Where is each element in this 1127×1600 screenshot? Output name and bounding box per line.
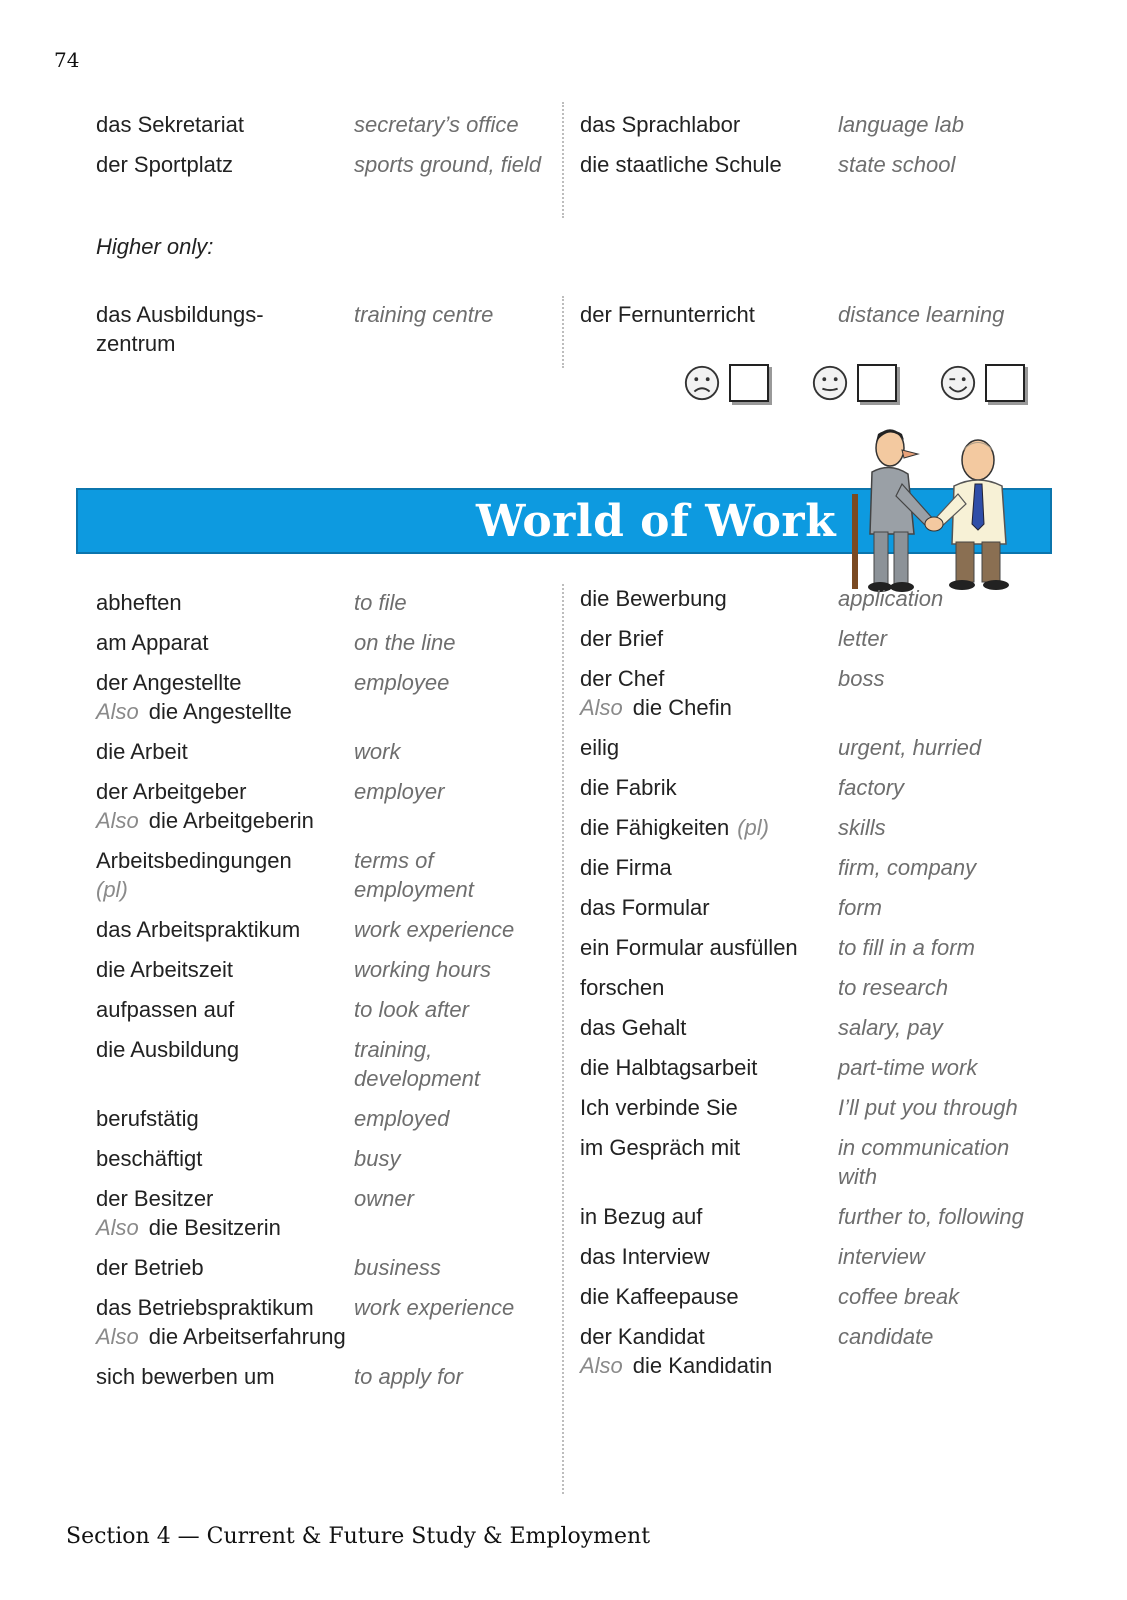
german-term: das Arbeitspraktikum — [96, 917, 301, 942]
sad-rating — [683, 364, 769, 402]
vocab-entry — [96, 1144, 542, 1173]
self-assessment-row — [683, 364, 1067, 402]
column-divider — [562, 102, 564, 218]
vocab-entry — [96, 1035, 542, 1093]
vocab-entry — [580, 1013, 1040, 1042]
english-term: firm, company — [838, 855, 977, 880]
vocab-entry — [580, 933, 1040, 962]
vocab-entry — [580, 1282, 1040, 1311]
english-term: part-time work — [838, 1055, 978, 1080]
vocab-entry — [96, 995, 542, 1024]
english-term: in communication with — [838, 1135, 1010, 1189]
page-number: 74 — [54, 48, 80, 72]
german-term: beschäftigt — [96, 1146, 203, 1171]
english-term: factory — [838, 775, 905, 800]
english-term: terms of employment — [354, 848, 474, 902]
english-term: candidate — [838, 1324, 934, 1349]
english-term: letter — [838, 626, 887, 651]
vocab-entry — [580, 150, 1040, 179]
german-term: abheften — [96, 590, 182, 615]
german-term: ein Formular ausfüllen — [580, 935, 798, 960]
vocab-entry — [96, 110, 542, 139]
vocab-entry — [580, 110, 1040, 139]
english-term: language lab — [838, 112, 965, 137]
german-term: das Interview — [580, 1244, 710, 1269]
english-term: owner — [354, 1186, 414, 1211]
english-term: skills — [838, 815, 886, 840]
german-term: der Besitzer — [96, 1186, 214, 1211]
vocab-entry — [96, 955, 542, 984]
german-term: die Firma — [580, 855, 672, 880]
also-label: Also — [96, 1215, 139, 1240]
german-term: der Kandidat — [580, 1324, 705, 1349]
german-term: der Fernunterricht — [580, 302, 755, 327]
top-right-column — [580, 110, 1040, 190]
english-term: work — [354, 739, 401, 764]
vocab-entry — [580, 733, 1040, 762]
vocab-entry — [580, 664, 1040, 722]
sad-face-icon — [683, 364, 721, 402]
english-term: to file — [354, 590, 407, 615]
higher-right-column — [580, 300, 1040, 340]
vocab-entry — [580, 893, 1040, 922]
vocab-entry — [580, 1093, 1040, 1122]
german-term: das Formular — [580, 895, 710, 920]
german-term: aufpassen auf — [96, 997, 235, 1022]
vocab-entry — [580, 1202, 1040, 1231]
work-left-column — [96, 588, 542, 1402]
german-term: das Sprachlabor — [580, 112, 741, 137]
english-term: busy — [354, 1146, 401, 1171]
german-term: der Betrieb — [96, 1255, 204, 1280]
german-term: in Bezug auf — [580, 1204, 703, 1229]
german-term: die Bewerbung — [580, 586, 727, 611]
vocab-entry — [96, 846, 542, 904]
happy-rating — [939, 364, 1025, 402]
also-label: Also — [96, 699, 139, 724]
english-term: application — [838, 586, 944, 611]
german-term: die staatliche Schule — [580, 152, 782, 177]
vocab-entry — [580, 1133, 1040, 1191]
also-label: Also — [580, 695, 623, 720]
german-term: am Apparat — [96, 630, 209, 655]
german-term: eilig — [580, 735, 620, 760]
plural-marker: (pl) — [737, 815, 769, 840]
english-term: on the line — [354, 630, 456, 655]
vocab-entry — [96, 1253, 542, 1282]
german-term: die Halbtagsarbeit — [580, 1055, 758, 1080]
german-term: die Fähigkeiten — [580, 815, 730, 840]
english-term: form — [838, 895, 882, 920]
vocab-entry — [96, 737, 542, 766]
sad-tickbox[interactable] — [729, 364, 769, 402]
vocab-entry — [580, 1322, 1040, 1380]
german-term: das Sekretariat — [96, 112, 244, 137]
vocab-entry — [580, 813, 1040, 842]
german-alt-term: die Angestellte — [148, 699, 292, 724]
vocab-entry — [580, 624, 1040, 653]
vocab-entry — [580, 773, 1040, 802]
vocab-entry — [96, 300, 542, 358]
english-term: working hours — [354, 957, 491, 982]
german-term: Ich verbinde Sie — [580, 1095, 738, 1120]
english-term: employee — [354, 670, 450, 695]
english-term: sports ground, field — [354, 152, 542, 177]
higher-only-label: Higher only: — [96, 234, 214, 259]
also-label: Also — [96, 1324, 139, 1349]
german-term: die Ausbildung — [96, 1037, 240, 1062]
vocab-entry — [96, 915, 542, 944]
column-divider — [562, 584, 564, 1494]
column-divider — [562, 296, 564, 368]
vocab-entry — [96, 588, 542, 617]
german-term: der Chef — [580, 666, 665, 691]
vocab-entry — [580, 1242, 1040, 1271]
vocab-entry — [580, 300, 1040, 329]
vocab-entry — [96, 628, 542, 657]
german-term: das Gehalt — [580, 1015, 687, 1040]
also-label: Also — [580, 1353, 623, 1378]
german-term: berufstätig — [96, 1106, 199, 1131]
vocab-entry — [580, 584, 1040, 613]
vocab-entry — [96, 777, 542, 835]
higher-left-column — [96, 300, 542, 369]
vocab-entry — [96, 1184, 542, 1242]
german-term: sich bewerben um — [96, 1364, 275, 1389]
work-right-column — [580, 584, 1040, 1391]
vocab-entry — [580, 853, 1040, 882]
german-alt-term: die Arbeitgeberin — [148, 808, 314, 833]
english-term: to fill in a form — [838, 935, 975, 960]
german-term: der Angestellte — [96, 670, 242, 695]
german-term: die Arbeitszeit — [96, 957, 233, 982]
vocab-entry — [96, 668, 542, 726]
section-footer: Section 4 — Current & Future Study & Employment — [66, 1524, 651, 1549]
german-alt-term: die Kandidatin — [632, 1353, 773, 1378]
german-alt-term: die Arbeitserfahrung — [148, 1324, 346, 1349]
english-term: work experience — [354, 1295, 515, 1320]
german-term: das Betriebspraktikum — [96, 1295, 314, 1320]
vocab-entry — [96, 150, 542, 179]
english-term: further to, following — [838, 1204, 1024, 1229]
german-term: der Arbeitgeber — [96, 779, 247, 804]
german-alt-term: die Chefin — [632, 695, 732, 720]
plural-marker: (pl) — [96, 877, 128, 902]
english-term: training centre — [354, 302, 494, 327]
english-term: employer — [354, 779, 445, 804]
neutral-tickbox[interactable] — [857, 364, 897, 402]
german-term: die Kaffeepause — [580, 1284, 739, 1309]
german-term: forschen — [580, 975, 665, 1000]
german-term: im Gespräch mit — [580, 1135, 741, 1160]
walking-stick — [852, 494, 858, 589]
english-term: interview — [838, 1244, 925, 1269]
handshake-illustration — [842, 424, 1038, 594]
german-alt-term: die Besitzerin — [148, 1215, 281, 1240]
english-term: I’ll put you through — [838, 1095, 1018, 1120]
english-term: boss — [838, 666, 885, 691]
neutral-rating — [811, 364, 897, 402]
english-term: urgent, hurried — [838, 735, 982, 760]
vocab-entry — [96, 1104, 542, 1133]
english-term: work experience — [354, 917, 515, 942]
vocab-entry — [580, 1053, 1040, 1082]
english-term: employed — [354, 1106, 450, 1131]
english-term: training, development — [354, 1037, 480, 1091]
happy-face-icon — [939, 364, 977, 402]
neutral-face-icon — [811, 364, 849, 402]
english-term: salary, pay — [838, 1015, 943, 1040]
vocab-entry — [96, 1293, 542, 1351]
german-term: die Fabrik — [580, 775, 677, 800]
banner-title: World of Work — [476, 496, 837, 547]
top-left-column — [96, 110, 542, 190]
english-term: to apply for — [354, 1364, 463, 1389]
vocab-entry — [96, 1362, 542, 1391]
german-term: Arbeitsbedingungen — [96, 848, 292, 873]
happy-tickbox[interactable] — [985, 364, 1025, 402]
english-term: to look after — [354, 997, 469, 1022]
vocab-entry — [580, 973, 1040, 1002]
german-term: der Brief — [580, 626, 664, 651]
german-term: die Arbeit — [96, 739, 188, 764]
english-term: secretary’s office — [354, 112, 519, 137]
also-label: Also — [96, 808, 139, 833]
german-term: der Sportplatz — [96, 152, 233, 177]
english-term: state school — [838, 152, 956, 177]
english-term: to research — [838, 975, 949, 1000]
english-term: coffee break — [838, 1284, 960, 1309]
english-term: distance learning — [838, 302, 1005, 327]
english-term: business — [354, 1255, 441, 1280]
german-term: das Ausbildungs- zentrum — [96, 302, 264, 356]
